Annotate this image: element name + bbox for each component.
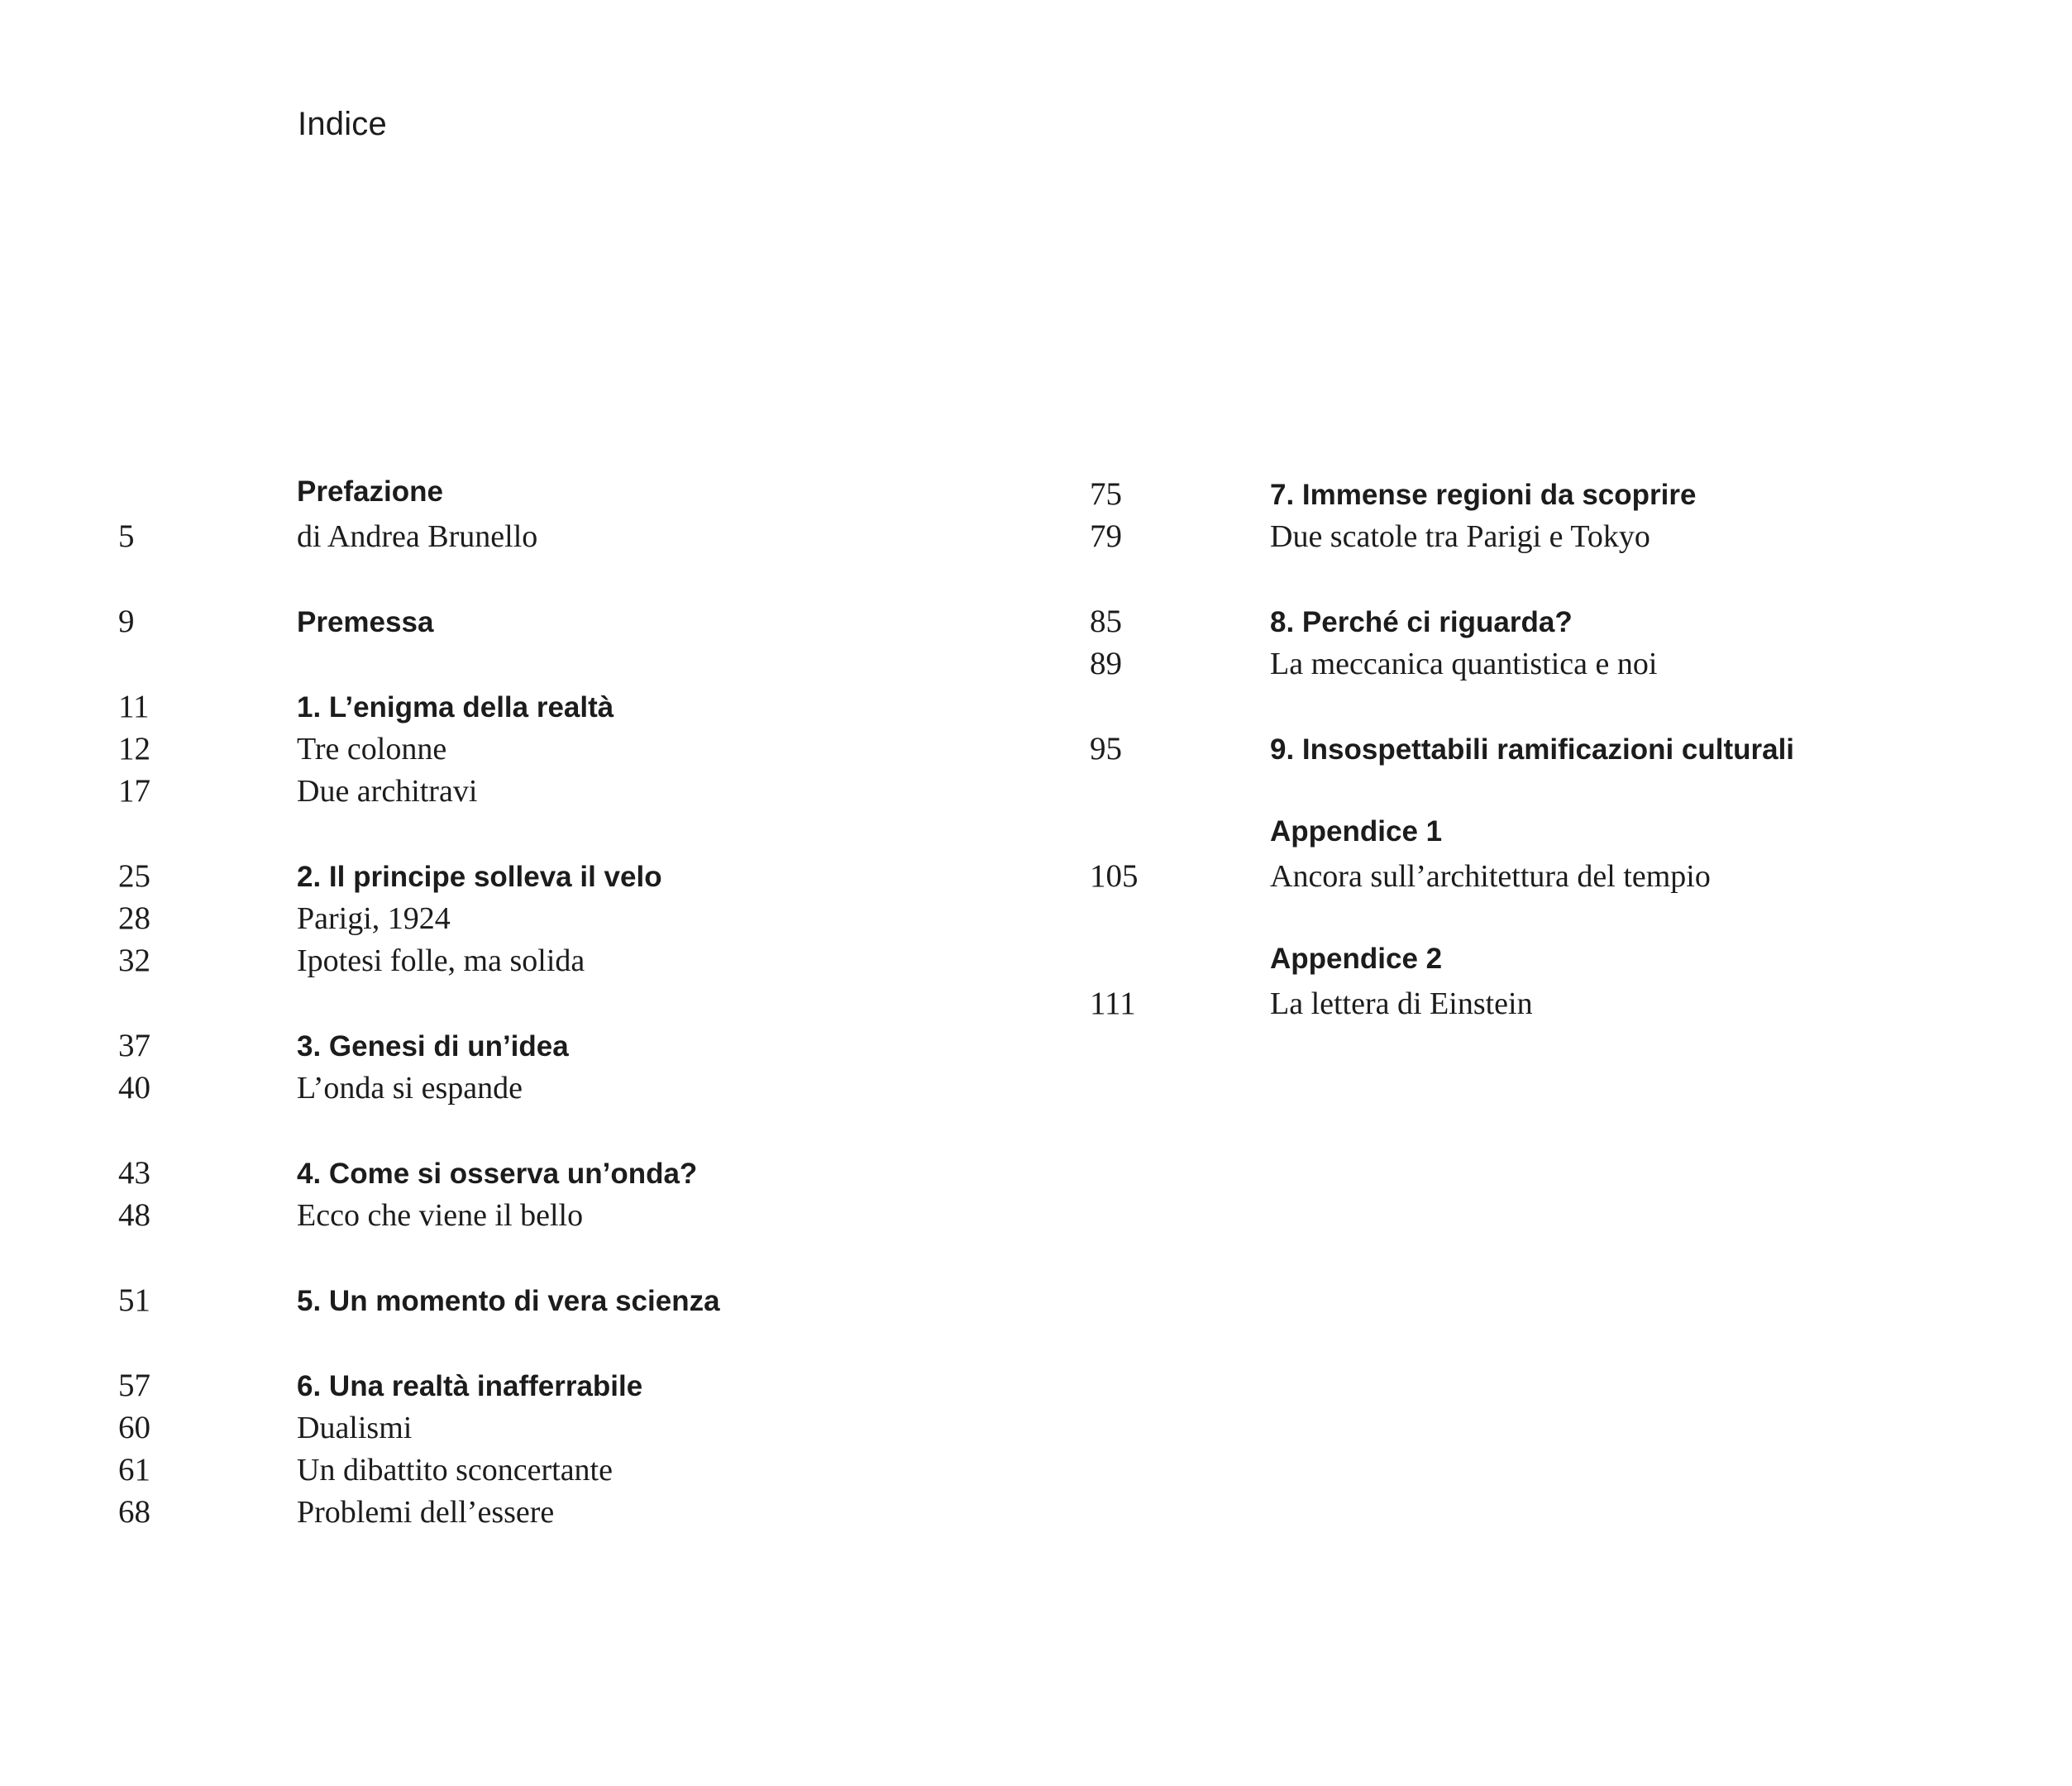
section-title: Ecco che viene il bello [297, 1198, 584, 1233]
chapter-title: Prefazione [297, 475, 443, 508]
section-title: Ancora sull’architettura del tempio [1270, 859, 1711, 894]
section-title: Problemi dell’essere [297, 1495, 555, 1530]
page-number: 40 [118, 1070, 150, 1106]
toc-section [118, 1282, 1028, 1324]
page-number: 11 [118, 689, 150, 724]
page-number: 5 [118, 518, 135, 554]
section-title: La meccanica quantistica e noi [1270, 647, 1658, 681]
toc-section [118, 857, 1028, 984]
page-number: 111 [1090, 986, 1136, 1021]
chapter-title: 9. Insospettabili ramificazioni culturali [1270, 733, 1795, 766]
toc-entry [1090, 985, 2041, 1027]
toc-section [1090, 815, 2041, 900]
toc-entry [118, 772, 1028, 814]
toc-entry [1090, 857, 2041, 900]
page-number: 57 [118, 1368, 150, 1403]
toc-entry [118, 475, 1028, 518]
toc-entry [118, 518, 1028, 560]
section-title: Parigi, 1924 [297, 901, 451, 936]
page-number: 60 [118, 1410, 150, 1445]
page-number: 51 [118, 1282, 150, 1318]
chapter-title: Premessa [297, 606, 434, 638]
section-title: Due architravi [297, 774, 478, 809]
toc-section [118, 1154, 1028, 1239]
page-number: 43 [118, 1155, 150, 1191]
chapter-title: Appendice 2 [1270, 943, 1443, 975]
page-number: 9 [118, 604, 135, 639]
page-number: 28 [118, 900, 150, 936]
page-number: 12 [118, 731, 150, 766]
page-number: 32 [118, 943, 150, 978]
toc-entry [1090, 815, 2041, 857]
section-title: L’onda si espande [297, 1071, 523, 1106]
toc-section [118, 475, 1028, 560]
toc-entry [118, 688, 1028, 730]
section-title: Tre colonne [297, 732, 447, 766]
toc-entry [118, 1451, 1028, 1493]
page-number: 75 [1090, 476, 1122, 512]
toc-entry [118, 1493, 1028, 1535]
toc-entry [118, 900, 1028, 942]
toc-section [118, 603, 1028, 645]
section-title: La lettera di Einstein [1270, 986, 1533, 1021]
page-number: 17 [118, 773, 150, 809]
chapter-title: 1. L’enigma della realtà [297, 691, 614, 723]
section-title: di Andrea Brunello [297, 519, 538, 554]
chapter-title: 6. Una realtà inafferrabile [297, 1370, 643, 1402]
page-number: 89 [1090, 646, 1122, 681]
toc-section [1090, 943, 2041, 1027]
page-number: 68 [118, 1494, 150, 1530]
toc-entry [1090, 603, 2041, 645]
toc-section [118, 1367, 1028, 1535]
toc-entry [118, 603, 1028, 645]
toc-entry [118, 1154, 1028, 1196]
page-number: 25 [118, 858, 150, 894]
toc-entry [118, 1282, 1028, 1324]
page-number: 105 [1090, 858, 1139, 894]
chapter-title: 3. Genesi di un’idea [297, 1030, 569, 1063]
toc-entry [118, 730, 1028, 772]
chapter-title: 4. Come si osserva un’onda? [297, 1158, 698, 1190]
toc-entry [118, 857, 1028, 900]
toc-entry [1090, 518, 2041, 560]
section-title: Ipotesi folle, ma solida [297, 943, 585, 978]
toc-entry [118, 1196, 1028, 1239]
toc-entry [1090, 730, 2041, 772]
page-number: 37 [118, 1028, 150, 1063]
chapter-title: 8. Perché ci riguarda? [1270, 606, 1573, 638]
page-number: 95 [1090, 731, 1122, 766]
toc-section [1090, 603, 2041, 687]
toc-right-column [1090, 475, 2041, 1070]
toc-entry [118, 1069, 1028, 1111]
toc-entry [1090, 645, 2041, 687]
toc-entry [118, 1367, 1028, 1409]
section-title: Un dibattito sconcertante [297, 1453, 613, 1488]
page-title: Indice [298, 106, 387, 142]
chapter-title: 5. Un momento di vera scienza [297, 1285, 720, 1317]
toc-left-column [118, 475, 1028, 1578]
toc-entry [118, 1027, 1028, 1069]
chapter-title: 7. Immense regioni da scoprire [1270, 479, 1697, 511]
toc-section [1090, 475, 2041, 560]
toc-entry [1090, 475, 2041, 518]
toc-entry [118, 1409, 1028, 1451]
toc-section [1090, 730, 2041, 772]
chapter-title: 2. Il principe solleva il velo [297, 861, 662, 893]
toc-section [118, 688, 1028, 814]
chapter-title: Appendice 1 [1270, 815, 1443, 848]
section-title: Due scatole tra Parigi e Tokyo [1270, 519, 1650, 554]
page-number: 79 [1090, 518, 1122, 554]
toc-entry [1090, 943, 2041, 985]
section-title: Dualismi [297, 1411, 413, 1445]
page-number: 61 [118, 1452, 150, 1488]
page-number: 48 [118, 1197, 150, 1233]
page-number: 85 [1090, 604, 1122, 639]
toc-section [118, 1027, 1028, 1111]
toc-entry [118, 942, 1028, 984]
